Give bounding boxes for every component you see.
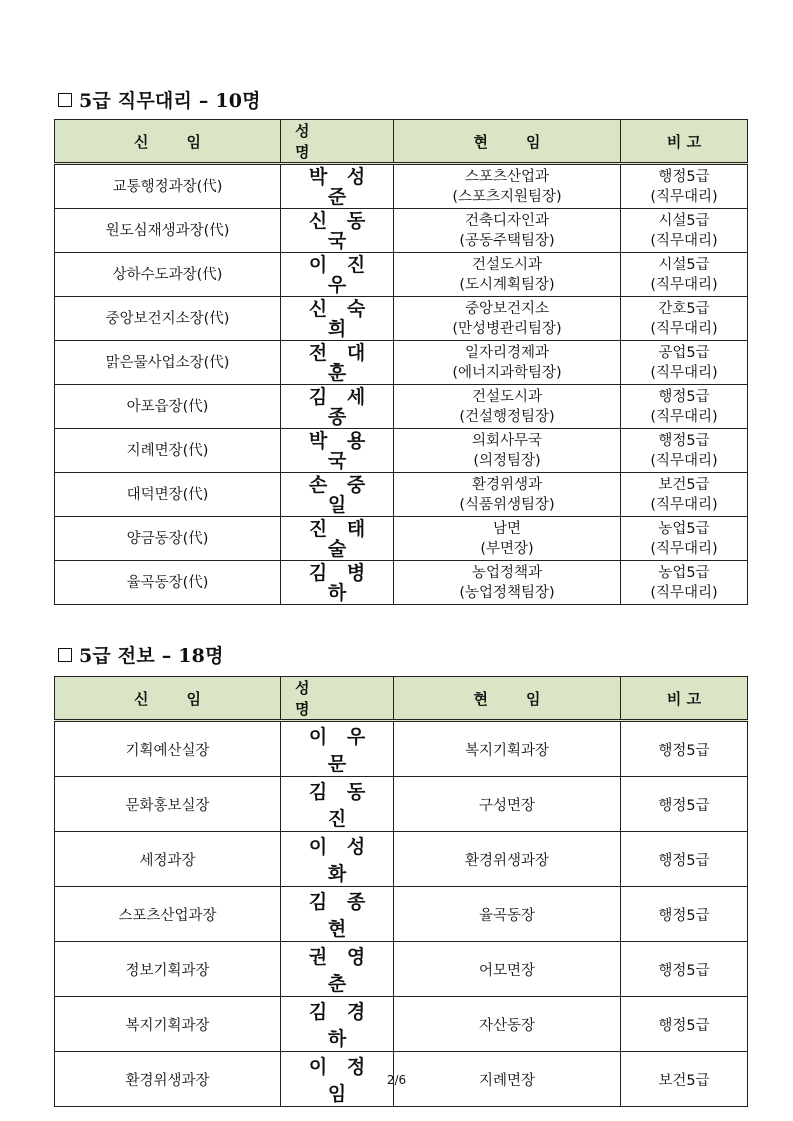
current-position-cell: 율곡동장 [394,887,621,942]
table-row [55,297,748,341]
new-position-cell: 맑은물사업소장(代) [55,341,281,385]
current-position-cell: 건설도시과 (도시계획팀장) [394,253,621,297]
note-cell: 행정5급 (직무대리) [621,385,748,429]
table-row [55,341,748,385]
new-position-cell: 상하수도과장(代) [55,253,281,297]
note-cell: 보건5급 (직무대리) [621,473,748,517]
header-name: 성명 [281,677,394,721]
person-name-cell: 손 중일 [281,473,394,517]
header-name: 성명 [281,120,394,164]
new-position-cell: 교통행정과장(代) [55,164,281,209]
table-row [55,777,748,832]
person-name-cell: 이 정임 [281,1052,394,1107]
checkbox-icon [58,648,72,662]
header-new-position: 신 임 [55,677,281,721]
person-name-cell: 김 병하 [281,561,394,605]
section1-title [58,86,261,113]
note-cell: 간호5급 (직무대리) [621,297,748,341]
header-new-position: 신 임 [55,120,281,164]
table-row [55,253,748,297]
table-header-row [55,120,748,164]
table-transfer-grade5 [54,676,748,1107]
table-row [55,997,748,1052]
new-position-cell: 율곡동장(代) [55,561,281,605]
current-position-cell: 자산동장 [394,997,621,1052]
person-name-cell: 신 숙희 [281,297,394,341]
note-cell: 행정5급 [621,887,748,942]
table-acting-grade5 [54,119,748,605]
note-cell: 보건5급 [621,1052,748,1107]
current-position-cell: 의회사무국 (의정팀장) [394,429,621,473]
note-cell: 행정5급 [621,942,748,997]
current-position-cell: 남면 (부면장) [394,517,621,561]
table-row [55,942,748,997]
new-position-cell: 복지기획과장 [55,997,281,1052]
table-row [55,832,748,887]
person-name-cell: 권 영춘 [281,942,394,997]
table-row [55,164,748,209]
new-position-cell: 대덕면장(代) [55,473,281,517]
note-cell: 행정5급 (직무대리) [621,429,748,473]
section2-title [58,641,224,668]
page-number: 2/6 [386,1073,407,1087]
table-row [55,385,748,429]
person-name-cell: 이 우문 [281,721,394,777]
person-name-cell: 김 동진 [281,777,394,832]
note-cell: 시설5급 (직무대리) [621,209,748,253]
current-position-cell: 건설도시과 (건설행정팀장) [394,385,621,429]
table-row [55,429,748,473]
header-note: 비 고 [621,120,748,164]
new-position-cell: 아포읍장(代) [55,385,281,429]
current-position-cell: 스포츠산업과 (스포츠지원팀장) [394,164,621,209]
new-position-cell: 양금동장(代) [55,517,281,561]
new-position-cell: 지례면장(代) [55,429,281,473]
new-position-cell: 정보기획과장 [55,942,281,997]
note-cell: 공업5급 (직무대리) [621,341,748,385]
person-name-cell: 전 대훈 [281,341,394,385]
current-position-cell: 복지기획과장 [394,721,621,777]
current-position-cell: 농업정책과 (농업정책팀장) [394,561,621,605]
current-position-cell: 지례면장 [394,1052,621,1107]
note-cell: 행정5급 (직무대리) [621,164,748,209]
new-position-cell: 환경위생과장 [55,1052,281,1107]
note-cell: 농업5급 (직무대리) [621,561,748,605]
section2-title-text: 5급 전보 – 18명 [79,645,224,667]
person-name-cell: 김 세종 [281,385,394,429]
current-position-cell: 환경위생과 (식품위생팀장) [394,473,621,517]
table-header-row [55,677,748,721]
new-position-cell: 세정과장 [55,832,281,887]
table-row [55,887,748,942]
header-current-position: 현 임 [394,120,621,164]
table-row [55,561,748,605]
new-position-cell: 문화홍보실장 [55,777,281,832]
table-row [55,721,748,777]
person-name-cell: 이 성화 [281,832,394,887]
note-cell: 시설5급 (직무대리) [621,253,748,297]
current-position-cell: 중앙보건지소 (만성병관리팀장) [394,297,621,341]
person-name-cell: 신 동국 [281,209,394,253]
note-cell: 행정5급 [621,997,748,1052]
person-name-cell: 김 경하 [281,997,394,1052]
new-position-cell: 기획예산실장 [55,721,281,777]
header-note: 비 고 [621,677,748,721]
new-position-cell: 중앙보건지소장(代) [55,297,281,341]
person-name-cell: 이 진우 [281,253,394,297]
note-cell: 행정5급 [621,777,748,832]
note-cell: 농업5급 (직무대리) [621,517,748,561]
person-name-cell: 박 용국 [281,429,394,473]
current-position-cell: 구성면장 [394,777,621,832]
note-cell: 행정5급 [621,832,748,887]
current-position-cell: 건축디자인과 (공동주택팀장) [394,209,621,253]
checkbox-icon [58,93,72,107]
table-row [55,209,748,253]
person-name-cell: 박 성준 [281,164,394,209]
new-position-cell: 원도심재생과장(代) [55,209,281,253]
person-name-cell: 진 태술 [281,517,394,561]
table-row [55,517,748,561]
current-position-cell: 어모면장 [394,942,621,997]
note-cell: 행정5급 [621,721,748,777]
section1-title-text: 5급 직무대리 – 10명 [79,90,261,112]
person-name-cell: 김 종현 [281,887,394,942]
current-position-cell: 일자리경제과 (에너지과학팀장) [394,341,621,385]
table-row [55,473,748,517]
current-position-cell: 환경위생과장 [394,832,621,887]
header-current-position: 현 임 [394,677,621,721]
new-position-cell: 스포츠산업과장 [55,887,281,942]
